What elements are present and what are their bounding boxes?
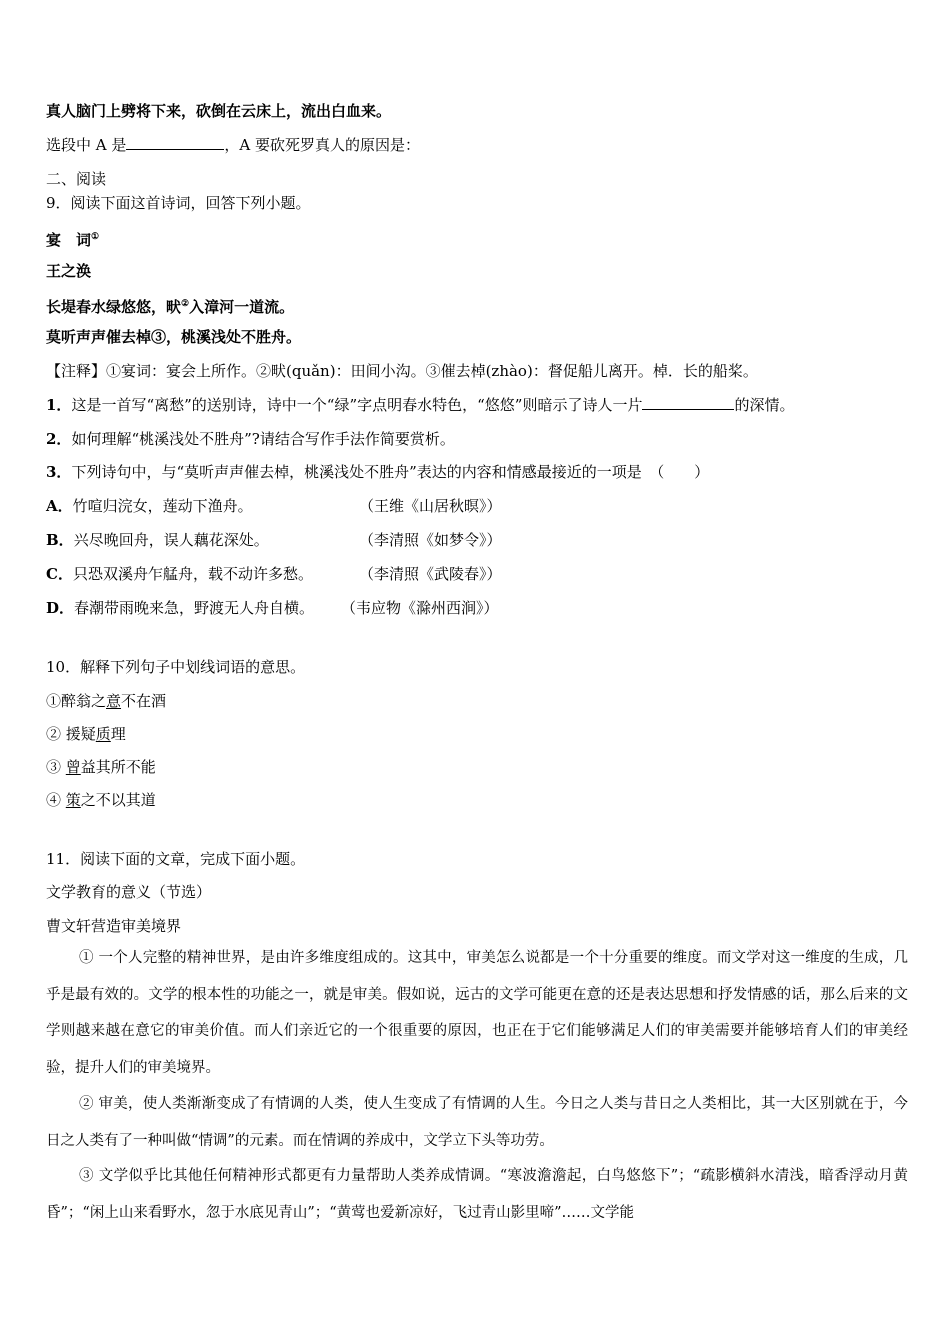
question-text: ，A 要砍死罗真人的原因是： bbox=[224, 136, 420, 154]
option-b bbox=[46, 530, 269, 550]
article-paragraph: ③ 文学似乎比其他任何精神形式都更有力量帮助人类养成情调。“寒波澹澹起，白鸟悠悠下”；“疏影横斜水清浅，暗香浮动月黄昏”；“闲上山来看野水，忽于水底见青山”；“黄莺也爱新凉好，飞过青山影里啼”……文学能 bbox=[46, 1168, 908, 1221]
option-c bbox=[46, 564, 313, 584]
option-source: （王维《山居秋暝》） bbox=[359, 497, 502, 515]
answer-blank bbox=[642, 395, 734, 410]
footnote-marker: ① bbox=[91, 232, 100, 242]
option-text: 春潮带雨晚来急，野渡无人舟自横。 bbox=[74, 599, 315, 617]
answer-blank bbox=[126, 135, 224, 150]
article-title: 文学教育的意义（节选） bbox=[46, 883, 212, 901]
item-text: 理 bbox=[110, 725, 126, 743]
poem-title bbox=[46, 227, 99, 250]
question-prompt: 9．阅读下面这首诗词，回答下列小题。 bbox=[46, 194, 311, 212]
option-letter: A． bbox=[46, 497, 73, 515]
underlined-word: 曾 bbox=[65, 758, 81, 776]
underlined-word: 策 bbox=[65, 791, 81, 809]
poem-line-text: 长堤春水绿悠悠，畎 bbox=[46, 298, 182, 316]
poem-author: 王之涣 bbox=[46, 262, 92, 280]
item-text: ①醉翁之 bbox=[46, 692, 107, 710]
option-source: （韦应物《滁州西涧》） bbox=[341, 599, 499, 617]
article-paragraph: ② 审美，使人类渐渐变成了有情调的人类，使人生变成了有情调的人生。今日之人类与昔日之人类相比，其一大区别就在于，今日之人类有了一种叫做“情调”的元素。而在情调的养成中，文学立下头等功劳。 bbox=[46, 1096, 908, 1149]
sub-question-number: 3． bbox=[46, 463, 72, 481]
article-paragraph: ① 一个人完整的精神世界，是由许多维度组成的。这其中，审美怎么说都是一个十分重要的维度。而文学对这一维度的生成，几乎是最有效的。文学的根本性的功能之一，就是审美。假如说，远古的文学可能更在意的还是表达思想和抒发情感的话，那么后来的文学则越来越在意它的审美价值。而人们亲近它的一个很重要的原因，也正在于它们能够满足人们的审美需要并能够培育人们的审美经验，提升人们的审美境界。 bbox=[46, 950, 908, 1076]
question-text: 选段中 A 是 bbox=[46, 136, 127, 154]
sub-question-number: 1． bbox=[46, 396, 72, 414]
poem-line bbox=[46, 294, 294, 317]
underlined-word: 意 bbox=[106, 692, 122, 710]
list-item bbox=[46, 691, 166, 711]
poem-line: 莫听声声催去棹③，桃溪浅处不胜舟。 bbox=[46, 328, 302, 346]
option-a bbox=[46, 496, 253, 516]
option-text: 只恐双溪舟乍艋舟，载不动许多愁。 bbox=[72, 565, 313, 583]
fill-in-question bbox=[46, 135, 420, 155]
item-text: 不在酒 bbox=[121, 692, 167, 710]
poem-title-text: 宴 词 bbox=[46, 231, 92, 249]
passage-last-line: 真人脑门上劈将下来，砍倒在云床上，流出白血来。 bbox=[46, 102, 392, 120]
option-d bbox=[46, 598, 314, 618]
option-source: （李清照《如梦令》） bbox=[359, 531, 502, 549]
question-prompt: 10．解释下列句子中划线词语的意思。 bbox=[46, 658, 306, 676]
list-item bbox=[46, 724, 126, 744]
sub-question-3 bbox=[46, 462, 709, 482]
sub-question-2 bbox=[46, 429, 455, 449]
section-heading: 二、阅读 bbox=[46, 170, 107, 188]
poem-notes: 【注释】①宴词：宴会上所作。②畎(quǎn)：田间小沟。③催去棹(zhào)：督促船儿离开。棹．长的船桨。 bbox=[46, 362, 758, 380]
list-item bbox=[46, 790, 156, 810]
item-text: ③ bbox=[46, 758, 66, 776]
item-text: ④ bbox=[46, 791, 66, 809]
sub-question-1 bbox=[46, 395, 794, 415]
item-text: 之不以其道 bbox=[80, 791, 156, 809]
option-source: （李清照《武陵春》） bbox=[359, 565, 502, 583]
footnote-marker: ② bbox=[181, 299, 190, 309]
poem-line-text: 入漳河一道流。 bbox=[189, 298, 295, 316]
question-prompt: 11．阅读下面的文章，完成下面小题。 bbox=[46, 850, 306, 868]
list-item bbox=[46, 757, 156, 777]
sub-question-text: 的深情。 bbox=[734, 396, 795, 414]
option-letter: B． bbox=[46, 531, 74, 549]
option-letter: D． bbox=[46, 599, 75, 617]
item-text: ② 援疑 bbox=[46, 725, 96, 743]
option-text: 兴尽晚回舟，误人藕花深处。 bbox=[73, 531, 269, 549]
underlined-word: 质 bbox=[95, 725, 111, 743]
article-byline: 曹文轩营造审美境界 bbox=[46, 917, 182, 935]
option-text: 竹喧归浣女，莲动下渔舟。 bbox=[72, 497, 253, 515]
sub-question-text: 这是一首写“离愁”的送别诗，诗中一个“绿”字点明春水特色，“悠悠”则暗示了诗人一片 bbox=[71, 396, 643, 414]
option-letter: C． bbox=[46, 565, 73, 583]
sub-question-number: 2． bbox=[46, 430, 72, 448]
sub-question-text: 下列诗句中，与“莫听声声催去棹，桃溪浅处不胜舟”表达的内容和情感最接近的一项是 （ ） bbox=[71, 463, 710, 481]
sub-question-text: 如何理解“桃溪浅处不胜舟”?请结合写作手法作简要赏析。 bbox=[71, 430, 455, 448]
item-text: 益其所不能 bbox=[80, 758, 156, 776]
